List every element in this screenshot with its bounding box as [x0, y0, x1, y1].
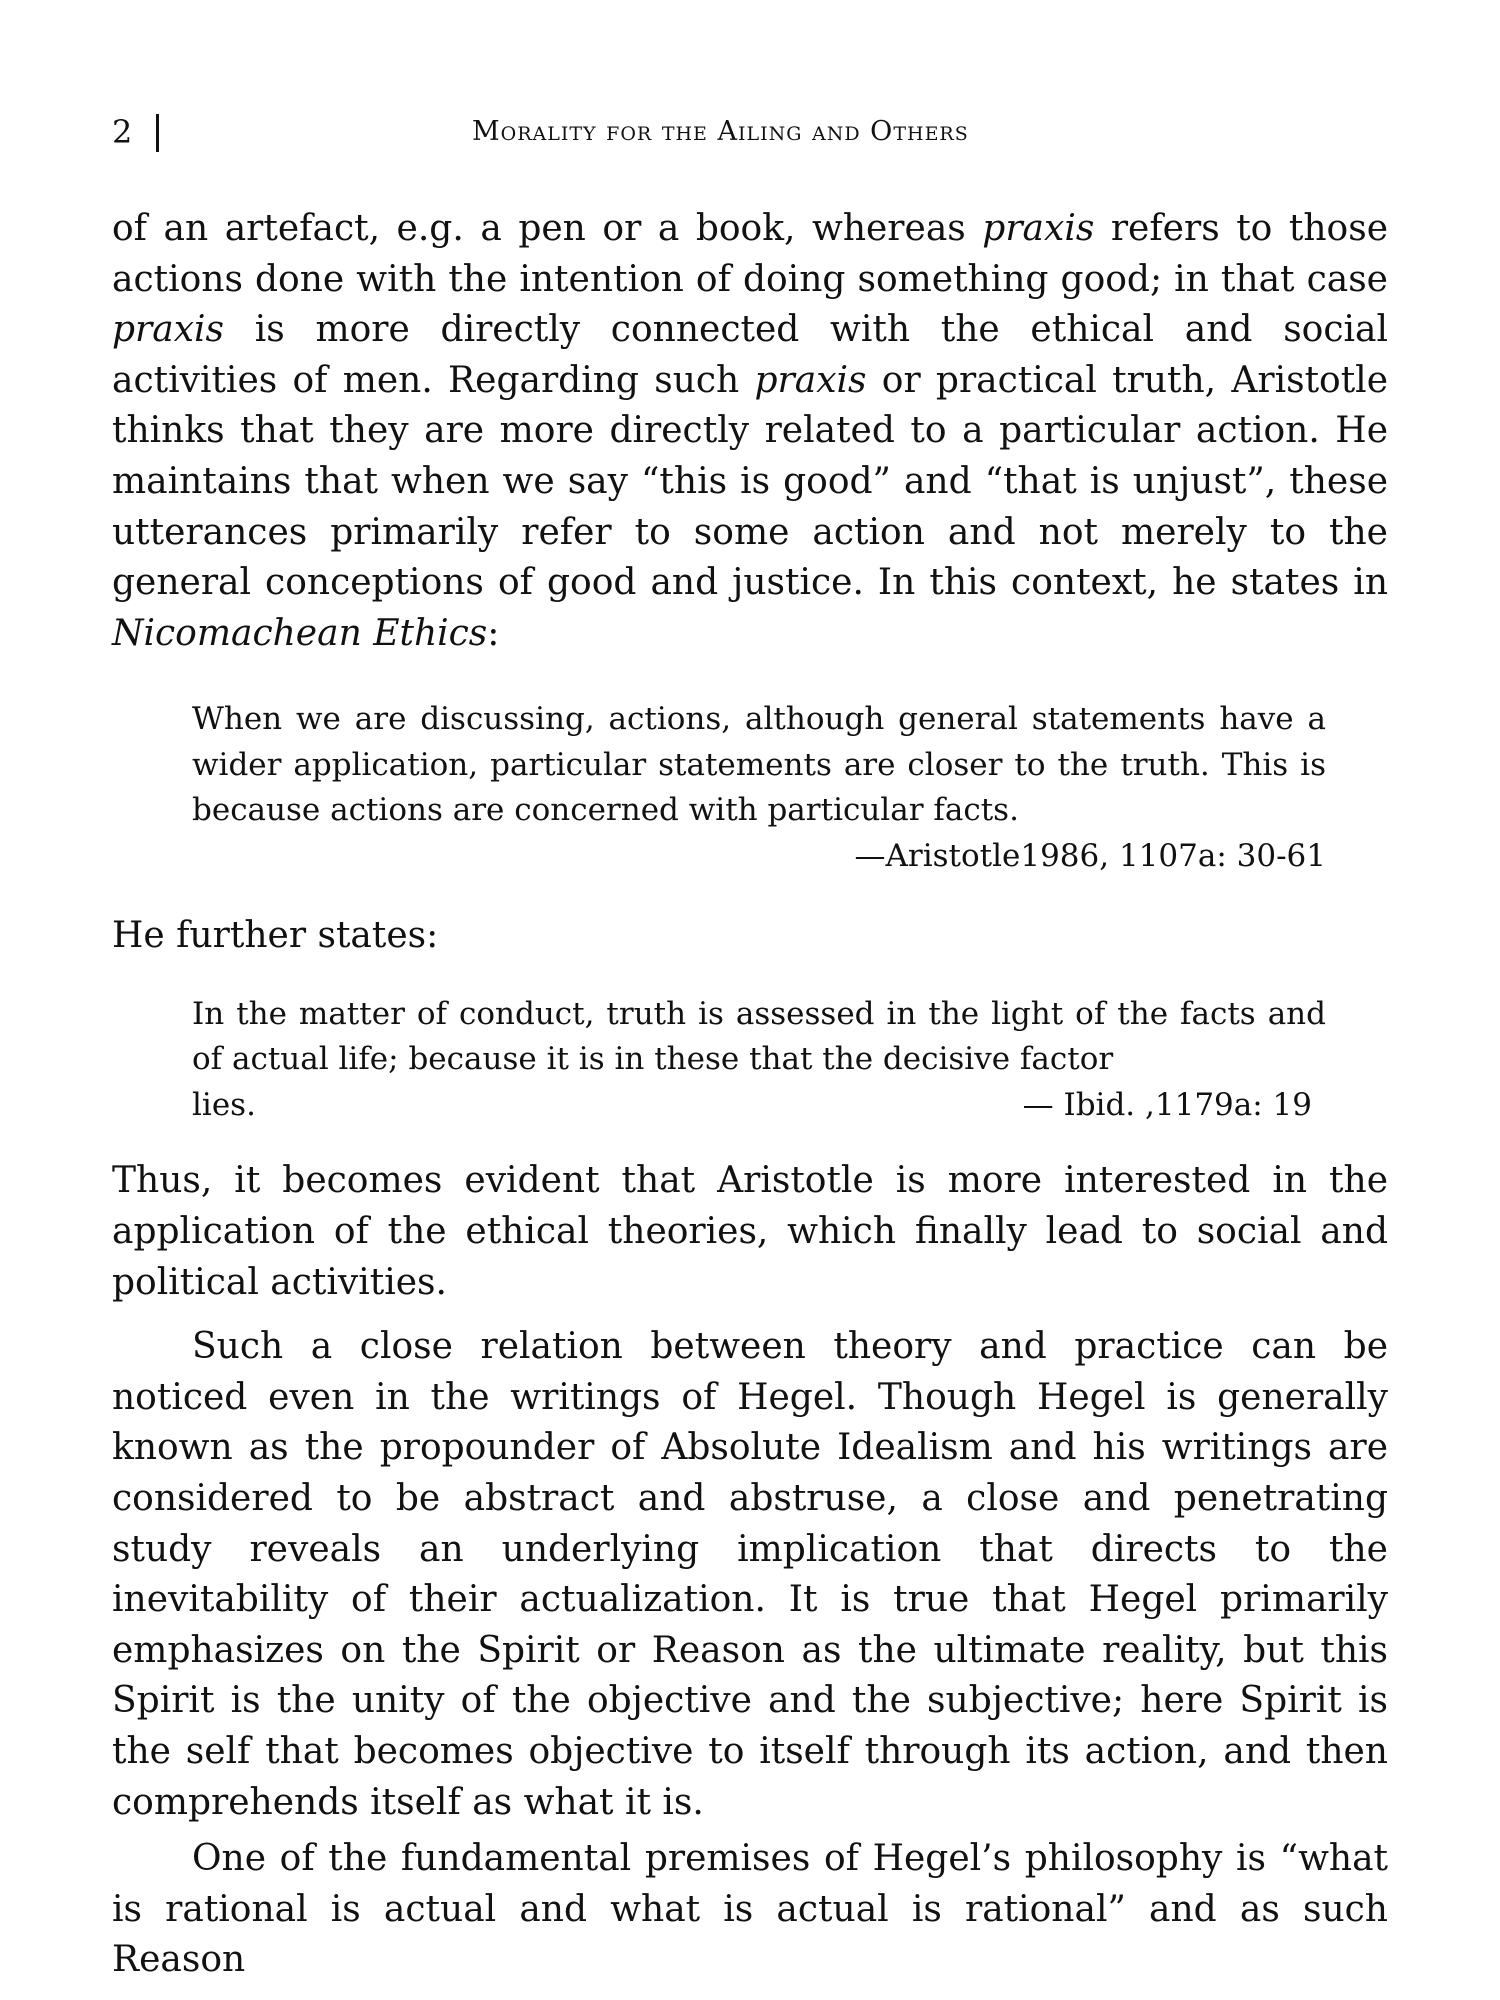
quote-last-line	[192, 1083, 1326, 1129]
paragraph-praxis	[112, 204, 1388, 659]
quote-attribution: — Ibid. ,1179a: 19	[1022, 1086, 1312, 1123]
text-run: of an artefact, e.g. a pen or a book, whereas	[112, 208, 983, 249]
text-run: or practical truth, Aristotle thinks that they are more directly related to a particular action. He maintains that when we say “this is good” and “that is unjust”, these utterances primarily refer to some action and not merely to the general conceptions of good and justice. In this context, he states in	[112, 359, 1388, 604]
header-divider	[156, 114, 159, 152]
italic-term: praxis	[112, 309, 225, 351]
block-quote-ibid	[192, 992, 1326, 1129]
paragraph-hegel-premise: One of the fundamental premises of Hegel’s philosophy is “what is rational is actual and what is actual is rational” and as such Reason	[112, 1838, 1388, 1981]
italic-term: praxis	[754, 359, 867, 401]
quote-attribution: —Aristotle1986, 1107a: 30-61	[854, 837, 1326, 874]
text-run: :	[487, 612, 500, 654]
quote-last-word: lies.	[192, 1086, 256, 1123]
paragraph-hegel: Such a close relation between theory and practice can be noticed even in the writings of Hegel. Though Hegel is generally known as the propounder of Absolute Idealism and his writings are considered to be abstract and abstruse, a close and penetrating study reveals an underlying implication that directs to the inevitability of their actualization. It is true that Hegel primarily emphasizes on the Spirit or Reason as the ultimate reality, but this Spirit is the unity of the objective and the subjective; here Spirit is the self that becomes objective to itself through its action, and then comprehends itself as what it is.	[112, 1326, 1388, 1823]
quote-text: When we are discussing, actions, although general statements have a wider application, particular statements are closer to the truth. This is because actions are concerned with particular facts.	[192, 701, 1326, 829]
running-head	[112, 108, 1392, 156]
page-number: 2	[112, 113, 133, 151]
paragraph-aristotle-interest: Thus, it becomes evident that Aristotle is more interested in the application of the ethical theories, which finally lead to social and political activities.	[112, 1160, 1388, 1303]
quote-text: In the matter of conduct, truth is assessed in the light of the facts and of actual life; because it is in these that the decisive factor	[192, 995, 1326, 1078]
block-quote-aristotle	[192, 697, 1326, 879]
body-text	[112, 204, 1388, 1986]
paragraph-further-states: He further states:	[112, 915, 439, 957]
running-title: Morality for the Ailing and Others	[472, 116, 969, 147]
book-title: Nicomachean Ethics	[112, 612, 488, 654]
text-run: refers to those actions done with the intention of doing something good; in that case	[112, 208, 1388, 300]
italic-term: praxis	[982, 208, 1095, 249]
text-run: is more directly connected with the ethical and social activities of men. Regarding such	[112, 309, 1388, 401]
